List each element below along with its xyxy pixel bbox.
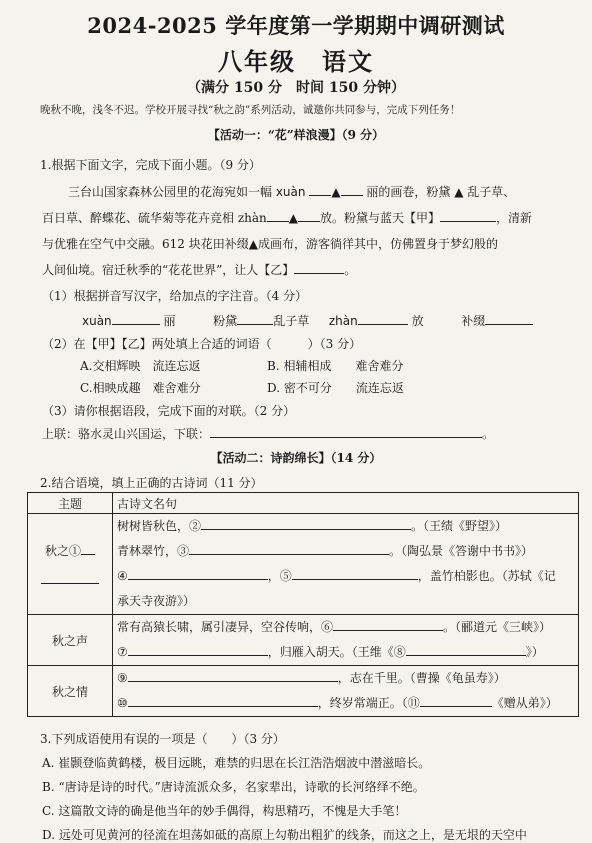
table-header-row — [28, 493, 579, 514]
couplet-line: 上联：骆水灵山兴国运，下联： 。 — [42, 427, 495, 441]
q1-paragraph-line3: 与优雅在空气中交融。612 块花田补缀▲成画布，游客徜徉其中，仿佛置身于梦幻般的 — [42, 237, 498, 251]
q1-sub1: （1）根据拼音写汉字，给加点的字注音。（4 分） — [42, 289, 308, 303]
blank-5[interactable] — [292, 567, 418, 580]
table-header-lines: 古诗文名句 — [113, 493, 579, 514]
q3-option-c[interactable]: C. 这篇散文诗的确是他当年的妙手偶得，构思精巧，不愧是大手笔！ — [42, 804, 407, 818]
blank-6[interactable] — [333, 618, 443, 631]
blank-7[interactable] — [128, 643, 268, 656]
answer-xuan[interactable] — [112, 312, 160, 325]
triangle-marker: ▲ — [248, 237, 258, 251]
exam-subtitle: 八年级 语文 — [218, 47, 374, 76]
q3-title: 3.下列成语使用有误的一项是（ ）（3 分） — [40, 732, 285, 746]
couplet-answer-field[interactable] — [210, 425, 482, 438]
triangle-marker: ▲ — [454, 185, 464, 199]
table-row — [28, 615, 579, 666]
triangle-marker: ▲ — [331, 185, 341, 199]
option-d[interactable]: D. 密不可分 流连忘返 — [267, 381, 404, 395]
q1-paragraph-line4: 人间仙境。宿迁秋季的“花花世界”，让人【乙】 。 — [42, 263, 357, 277]
blank-yi[interactable] — [294, 261, 344, 274]
exam-score-time: （满分 150 分 时间 150 分钟） — [187, 80, 405, 96]
answer-zhan[interactable] — [358, 312, 408, 325]
table-row — [28, 666, 579, 717]
q1-title: 1.根据下面文字，完成下面小题。（9 分） — [40, 158, 261, 172]
option-c[interactable]: C.相映成趣 难舍难分 — [80, 381, 201, 395]
autumn3-lines: ⑨ ，志在千里。（曹操《龟虽寿》） ⑩ ，终岁常端正。（⑪ 《赠从弟》） — [113, 666, 579, 717]
blank-theme1[interactable] — [81, 542, 95, 555]
q1-sub1-answers: xuàn 丽 粉黛 乱子草 zhàn 放 补缀 — [82, 312, 533, 329]
blank-11[interactable] — [420, 694, 492, 707]
blank-4[interactable] — [128, 567, 268, 580]
q3-option-d[interactable]: D. 远处可见黄河的径流在坦荡如砥的高原上勾勒出粗犷的线条，而这之上，是无垠的天空中 — [42, 828, 527, 842]
exam-intro: 晚秋不晚，浅冬不迟。学校开展寻找“秋之韵”系列活动，诚邀你共同参与，完成下列任务！ — [40, 104, 461, 116]
blank-9[interactable] — [128, 669, 338, 682]
blank-10[interactable] — [128, 694, 318, 707]
blank-8[interactable] — [406, 643, 526, 656]
theme-autumn2: 秋之声 — [28, 615, 113, 666]
triangle-marker: ▲ — [288, 211, 298, 225]
q1-sub3: （3）请你根据语段，完成下面的对联。（2 分） — [42, 404, 296, 418]
blank-2[interactable] — [201, 517, 411, 530]
autumn1-lines: 树树皆秋色，② 。（王绩《野望》） 青林翠竹，③ 。（陶弘景《答谢中书书》） ④ ，⑤ ，盖竹柏影也。（苏轼《记 承天寺夜游》） — [113, 514, 579, 615]
autumn2-lines: 常有高猿长啸，属引凄异，空谷传响，⑥ 。（郦道元《三峡》） ⑦ ，归雁入胡天。（王维《⑧ 》） — [113, 615, 579, 666]
option-a[interactable]: A.交相辉映 流连忘返 — [80, 359, 201, 373]
blank-jia[interactable] — [440, 209, 496, 222]
q3-option-a[interactable]: A. 崔颢登临黄鹤楼，极目远眺，难禁的归思在长江浩浩烟波中潜滋暗长。 — [42, 756, 431, 770]
blank-xuan[interactable] — [309, 183, 331, 196]
q1-paragraph-line2: 百日草、醉蝶花、硫华菊等花卉竞相 zhàn ▲ 放。粉黛与蓝天【甲】 ，清新 — [42, 211, 533, 225]
q3-option-b[interactable]: B. “唐诗是诗的时代。”唐诗流派众多，名家辈出，诗歌的长河络绎不绝。 — [42, 780, 425, 794]
q1-sub2: （2）在【甲】【乙】两处填上合适的词语（ ）（3 分） — [42, 337, 362, 351]
q1-paragraph-line1: 三台山国家森林公园里的花海宛如一幅 xuàn ▲ 丽的画卷，粉黛 ▲ 乱子草、 — [68, 185, 516, 199]
theme-autumn1: 秋之① — [28, 514, 113, 615]
poem-table — [27, 492, 579, 717]
option-b[interactable]: B. 相辅相成 难舍难分 — [267, 359, 404, 373]
table-row — [28, 514, 579, 615]
blank-3[interactable] — [189, 542, 389, 555]
activity1-heading: 【活动一：“花”样浪漫】（9 分） — [207, 128, 385, 142]
blank-zhan[interactable] — [267, 209, 289, 222]
theme-autumn3: 秋之情 — [28, 666, 113, 717]
q2-title: 2.结合语境，填上正确的古诗词（11 分） — [40, 476, 263, 490]
answer-dai[interactable] — [237, 312, 273, 325]
exam-title: 2024-2025 学年度第一学期期中调研测试 — [87, 13, 505, 38]
activity2-heading: 【活动二：诗韵绵长】（14 分） — [210, 451, 382, 465]
answer-zhui[interactable] — [485, 312, 533, 325]
table-header-theme: 主题 — [28, 493, 113, 514]
